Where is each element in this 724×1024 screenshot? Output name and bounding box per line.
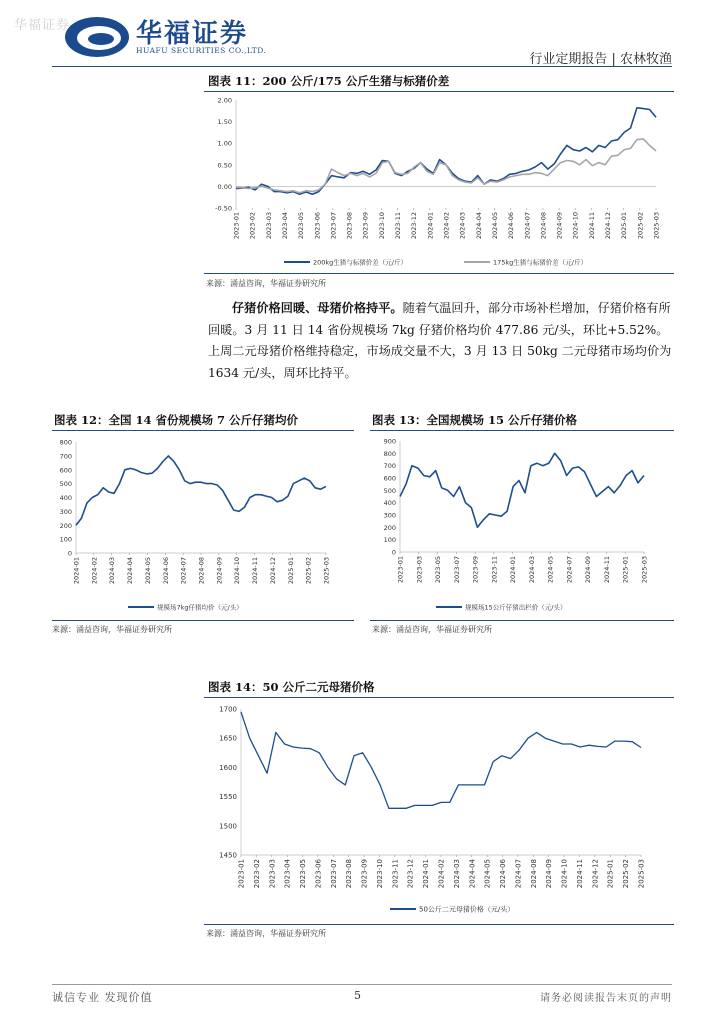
fig13-title: 图表 13：全国规模场 15 公斤仔猪价格 [372, 413, 578, 427]
legend-label: 规模场15公斤仔猪出栏价（元/头） [465, 603, 567, 612]
y-tick-label: 800 [383, 449, 396, 458]
logo-chinese-name: 华福证券 [136, 19, 249, 49]
x-tick-label: 2023-05 [299, 859, 308, 889]
x-tick-label: 2025-01 [620, 212, 629, 240]
x-tick-label: 2024-03 [527, 556, 536, 584]
x-tick-label: 2024-04 [474, 212, 483, 240]
body-paragraph [208, 298, 674, 384]
y-tick-label: 0.00 [217, 182, 232, 191]
y-tick-label: 1.50 [217, 118, 232, 127]
x-tick-label: 2023-08 [345, 212, 354, 240]
fig11-bottom-rule [204, 273, 674, 274]
x-tick-label: 2024-12 [604, 212, 613, 240]
y-tick-label: 800 [59, 438, 72, 447]
series-line-1 [400, 453, 644, 527]
x-tick-label: 2025-02 [622, 859, 631, 889]
x-tick-label: 2023-01 [232, 212, 241, 240]
fig13-bottom-rule [370, 620, 674, 621]
x-tick-label: 2023-03 [268, 859, 277, 889]
series-line-1 [236, 108, 656, 194]
x-tick-label: 2023-12 [410, 212, 419, 240]
x-tick-label: 2024-01 [72, 557, 81, 585]
x-tick-label: 2024-05 [143, 557, 152, 585]
y-tick-label: 900 [383, 437, 396, 446]
x-tick-label: 2023-11 [490, 556, 499, 584]
y-tick-label: 1550 [219, 793, 237, 802]
watermark-text: 华福证券 [14, 18, 71, 33]
y-tick-label: 700 [383, 462, 396, 471]
x-tick-label: 2024-08 [539, 212, 548, 240]
x-tick-label: 2024-11 [575, 859, 584, 889]
y-tick-label: 1450 [219, 851, 237, 860]
y-tick-label: 600 [59, 466, 72, 475]
x-tick-label: 2023-06 [313, 212, 322, 240]
x-tick-label: 2024-09 [555, 212, 564, 240]
y-tick-label: 1.00 [217, 139, 232, 148]
x-tick-label: 2023-04 [280, 212, 289, 240]
x-tick-label: 2023-09 [471, 556, 480, 584]
fig11-chart [204, 92, 674, 270]
x-tick-label: 2024-07 [179, 557, 188, 585]
x-tick-label: 2025-02 [304, 557, 313, 585]
y-tick-label: 600 [383, 474, 396, 483]
x-tick-label: 2024-07 [523, 212, 532, 240]
x-tick-label: 2023-02 [248, 212, 257, 240]
y-tick-label: 200 [383, 523, 396, 532]
x-tick-label: 2024-08 [197, 557, 206, 585]
y-tick-label: 0 [67, 549, 72, 558]
fig14-chart [204, 698, 674, 923]
x-tick-label: 2024-07 [514, 859, 523, 889]
legend-label: 200kg生猪与标猪价差（元/斤） [313, 258, 407, 267]
x-tick-label: 2023-04 [283, 859, 292, 889]
x-tick-label: 2024-12 [591, 859, 600, 889]
fig11-title: 图表 11：200 公斤/175 公斤生猪与标猪价差 [208, 74, 450, 88]
y-tick-label: 400 [59, 494, 72, 502]
y-tick-label: 1500 [219, 822, 237, 831]
y-tick-label: -0.50 [215, 204, 232, 213]
x-tick-label: 2023-06 [314, 859, 323, 889]
legend-label: 175kg生猪与标猪价差（元/斤） [493, 258, 587, 267]
x-tick-label: 2024-03 [458, 212, 467, 240]
x-tick-label: 2024-10 [560, 859, 569, 889]
x-tick-label: 2025-03 [640, 556, 649, 584]
x-tick-label: 2024-03 [452, 859, 461, 889]
x-tick-label: 2024-11 [251, 557, 260, 585]
y-tick-label: 300 [59, 507, 72, 516]
x-tick-label: 2024-06 [507, 212, 516, 240]
x-tick-label: 2023-03 [264, 212, 273, 240]
x-tick-label: 2024-02 [90, 557, 99, 585]
x-tick-label: 2025-01 [621, 556, 630, 584]
x-tick-label: 2023-01 [237, 859, 246, 889]
fig13-source: 来源：涌益咨询，华福证券研究所 [372, 625, 492, 634]
fig14-source: 来源：涌益咨询，华福证券研究所 [206, 929, 326, 938]
x-tick-label: 2025-03 [322, 557, 331, 585]
x-tick-label: 2023-01 [396, 556, 405, 584]
x-tick-label: 2023-05 [434, 556, 443, 584]
series-line-1 [241, 712, 641, 808]
y-tick-label: 1650 [219, 734, 237, 743]
y-tick-label: 100 [59, 535, 72, 544]
y-tick-label: 400 [383, 499, 396, 508]
fig12-chart [52, 431, 354, 616]
x-tick-label: 2023-07 [329, 859, 338, 889]
x-tick-label: 2023-09 [360, 859, 369, 889]
x-tick-label: 2024-01 [422, 859, 431, 889]
x-tick-label: 2024-05 [546, 556, 555, 584]
x-tick-label: 2025-01 [286, 557, 295, 585]
x-tick-label: 2025-03 [637, 859, 646, 889]
x-tick-label: 2023-08 [345, 859, 354, 889]
x-tick-label: 2025-03 [652, 212, 661, 240]
series-line-1 [76, 456, 326, 525]
x-tick-label: 2024-05 [490, 212, 499, 240]
x-tick-label: 2023-11 [391, 859, 400, 889]
x-tick-label: 2024-02 [437, 859, 446, 889]
fig11-source: 来源：涌益咨询，华福证券研究所 [206, 279, 326, 288]
x-tick-label: 2024-04 [468, 859, 477, 889]
footer-divider [52, 984, 672, 985]
paragraph-lead: 仔猪价格回暖、母猪价格持平。 [232, 301, 403, 315]
x-tick-label: 2024-01 [509, 556, 518, 584]
x-tick-label: 2024-04 [126, 557, 135, 585]
x-tick-label: 2023-10 [377, 212, 386, 240]
x-tick-label: 2024-06 [499, 859, 508, 889]
x-tick-label: 2024-10 [571, 212, 580, 240]
x-tick-label: 2024-05 [483, 859, 492, 889]
y-tick-label: 500 [59, 480, 72, 489]
x-tick-label: 2024-07 [565, 556, 574, 584]
x-tick-label: 2024-08 [529, 859, 538, 889]
x-tick-label: 2023-07 [329, 212, 338, 240]
y-tick-label: 2.00 [217, 96, 232, 105]
fig14-title: 图表 14：50 公斤二元母猪价格 [208, 680, 375, 694]
footer-disclaimer: 请务必阅读报告末页的声明 [540, 993, 672, 1004]
fig13-chart [370, 431, 674, 616]
y-tick-label: 700 [59, 452, 72, 461]
fig14-bottom-rule [204, 924, 674, 925]
x-tick-label: 2023-09 [361, 212, 370, 240]
x-tick-label: 2023-10 [375, 859, 384, 889]
fig12-source: 来源：涌益咨询，华福证券研究所 [52, 625, 172, 634]
x-tick-label: 2024-12 [268, 557, 277, 585]
x-tick-label: 2024-02 [442, 212, 451, 240]
legend-label: 50公斤二元母猪价格（元/头） [419, 905, 515, 914]
x-tick-label: 2025-01 [606, 859, 615, 889]
y-tick-label: 1600 [219, 763, 237, 772]
fig12-title: 图表 12：全国 14 省份规模场 7 公斤仔猪均价 [54, 413, 299, 427]
x-tick-label: 2025-02 [636, 212, 645, 240]
x-tick-label: 2024-06 [161, 557, 170, 585]
x-tick-label: 2023-11 [394, 212, 403, 240]
x-tick-label: 2023-02 [252, 859, 261, 889]
report-category: 行业定期报告 | 农林牧渔 [529, 52, 672, 67]
y-tick-label: 300 [383, 511, 396, 520]
series-line-2 [236, 139, 656, 193]
x-tick-label: 2023-07 [452, 556, 461, 584]
x-tick-label: 2024-09 [584, 556, 593, 584]
y-tick-label: 0 [391, 548, 396, 557]
y-tick-label: 200 [59, 521, 72, 530]
y-tick-label: 100 [383, 536, 396, 545]
x-tick-label: 2024-03 [108, 557, 117, 585]
y-tick-label: 0.50 [217, 161, 232, 170]
x-tick-label: 2023-03 [415, 556, 424, 584]
page-number: 5 [354, 989, 361, 1002]
x-tick-label: 2024-10 [233, 557, 242, 585]
header-divider [52, 66, 672, 67]
logo-english-name: HUAFU SECURITIES CO.,LTD. [136, 46, 267, 55]
paragraph-body: 随着气温回升，部分市场补栏增加，仔猪价格有所回暖。3 月 11 日 14 省份规模场 7kg 仔猪价格均价 477.86 元/头，环比+5.52%。上周二元母猪价格维持稳定，市场成交量不大，3 月 13 日 50kg 二元母猪市场均价为 1634 元/头，周环比持平。 [208, 301, 672, 380]
x-tick-label: 2024-11 [587, 212, 596, 240]
x-tick-label: 2024-09 [215, 557, 224, 585]
x-tick-label: 2024-11 [602, 556, 611, 584]
y-tick-label: 1700 [219, 705, 237, 714]
fig12-bottom-rule [52, 620, 354, 621]
x-tick-label: 2024-01 [426, 212, 435, 240]
y-tick-label: 500 [383, 486, 396, 495]
footer-slogan: 诚信专业 发现价值 [52, 991, 153, 1004]
x-tick-label: 2023-05 [297, 212, 306, 240]
legend-label: 规模场7kg仔猪均价（元/头） [157, 603, 243, 612]
x-tick-label: 2024-09 [545, 859, 554, 889]
x-tick-label: 2023-12 [406, 859, 415, 889]
